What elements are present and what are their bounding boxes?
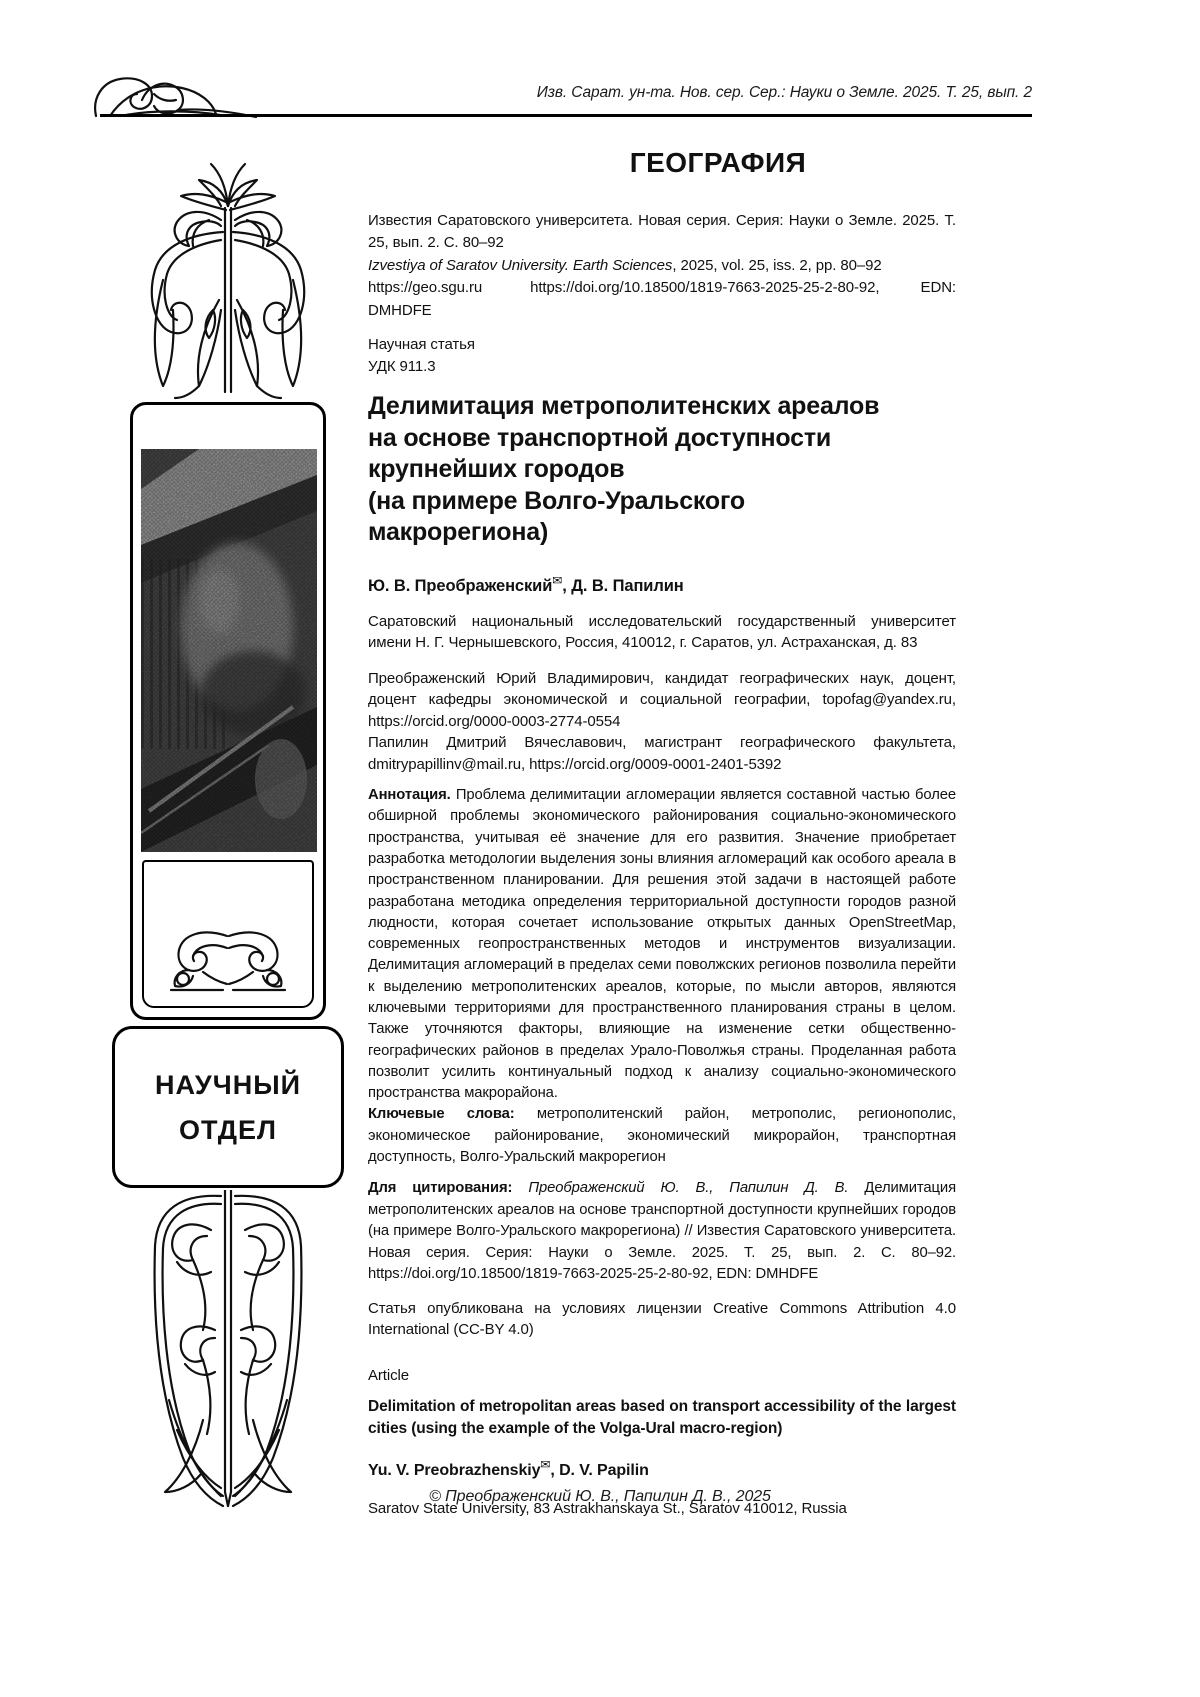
keywords-label: Ключевые слова: (368, 1106, 515, 1123)
section-label-line2: ОТДЕЛ (178, 1114, 277, 1145)
author-bio-1: Преображенский Юрий Владимирович, кандидат географических наук, доцент, доцент кафедры экономической и социальной географии, topofag@yandex.ru, https://orcid.org/0000-0003-2774-0554 (368, 669, 956, 730)
header-rule (100, 114, 1032, 117)
author-bios (368, 668, 956, 776)
copyright-line: © Преображенский Ю. В., Папилин Д. В., 2025 (429, 1488, 771, 1505)
section-title: ГЕОГРАФИЯ (629, 147, 807, 178)
envelope-icon: ✉ (552, 573, 563, 588)
article-type-block (368, 334, 956, 377)
abstract (368, 785, 956, 1104)
ornament-plate (142, 860, 314, 1008)
running-head: Изв. Сарат. ун-та. Нов. сер. Сер.: Науки о Земле. 2025. Т. 25, вып. 2 (536, 84, 1032, 101)
keywords-text: метрополитенский район, метрополис, регионополис, экономическое районирование, экономический микрорайон, транспортная доступность, Волго-Уральский макрорегион (368, 1106, 956, 1166)
for-citation (368, 1178, 956, 1286)
citation-ru: Известия Саратовского университета. Новая серия. Серия: Науки о Земле. 2025. Т. 25, вып. 2. С. 80–92 (368, 212, 956, 252)
divider-ornament (162, 926, 294, 996)
article-title-en: Delimitation of metropolitan areas based on transport accessibility of the largest cities (using the example of the Volga-Ural macro-region) (368, 1398, 956, 1438)
for-citation-text: Делимитация метрополитенских ареалов на основе транспортной доступности крупнейших городов (на примере Волго-Уральского макрорегиона) // Известия Саратовского университета. Новая серия. Серия: Науки о Земле. 2025. Т. 25, вып. 2. С. 80–92. https://doi.org/10.18500/1819-7663-2025-25-2-80-92, EDN: DMHDFE (368, 1180, 956, 1283)
udc-number: УДК 911.3 (368, 357, 436, 375)
citation-en (368, 255, 956, 277)
sidebar (112, 160, 344, 1516)
authors-ru (368, 575, 956, 597)
section-label-line1: НАУЧНЫЙ (154, 1069, 302, 1100)
links-line (368, 277, 956, 322)
article-title-ru: Делимитация метрополитенских ареалов на основе транспортной доступности крупнейших городов (на примере Волго-Уральского макрорегиона) (368, 392, 880, 547)
citation-en-rest: , 2025, vol. 25, iss. 2, pp. 80–92 (672, 256, 882, 274)
author-en-1: Yu. V. Preobrazhenskiy (368, 1462, 541, 1480)
floral-ornament-bottom (132, 1190, 324, 1516)
doi-line: https://doi.org/10.18500/1819-7663-2025-25-2-80-92, EDN: DMHDFE (368, 279, 956, 319)
author-bio-2: Папилин Дмитрий Вячеславович, магистрант географического факультета, dmitrypapillinv@mail.ru, https://orcid.org/0009-0001-2401-5392 (368, 734, 956, 773)
site-url: https://geo.sgu.ru (368, 279, 483, 297)
floral-ornament-top (132, 160, 324, 400)
for-citation-label: Для цитирования: (368, 1180, 513, 1197)
abstract-text: Проблема делимитации агломерации является составной частью более обширной проблемы экономического районирования социально-экономического пространства, учитывая её значение для его развития. Значение приобретает разработка методологии выделения зоны влияния агломераций как особого ареала в пространственном планировании. Для решения этой задачи в настоящей работе разработана методика определения территориальной доступности городов разной людности, которая сочетает использование открытых данных OpenStreetMap, современных геопространственных методов и инструментов визуализации. Делимитация агломераций в пределах семи поволжских регионов позволила перейти к выделению метрополитенских ареалов, которые, по мысли авторов, являются ключевыми территориями для пространственного планирования страны в целом. Также уточняются факторы, влияющие на изменение сетки общественно-географических районов в пределах Урало-Поволжья страны. Проделанная работа позволит усилить континуальный подход к анализу социально-экономического пространства макрорайона. (368, 787, 956, 1102)
author-ru-1: Ю. В. Преображенский (368, 576, 553, 595)
photo-plate (130, 402, 326, 1020)
author-ru-2: , Д. В. Папилин (562, 576, 684, 595)
journal-citation-block (368, 210, 956, 322)
affiliation-en: Saratov State University, 83 Astrakhanskaya St., Saratov 410012, Russia (368, 1500, 847, 1518)
article-type-ru: Научная статья (368, 336, 475, 354)
envelope-icon: ✉ (540, 1458, 551, 1473)
abstract-label: Аннотация. (368, 787, 451, 804)
license-note: Статья опубликована на условиях лицензии Creative Commons Attribution 4.0 International (CC-BY 4.0) (368, 1299, 956, 1339)
section-label-box (112, 1026, 344, 1188)
author-en-2: , D. V. Papilin (550, 1462, 649, 1480)
keywords (368, 1104, 956, 1168)
authors-en (368, 1460, 956, 1482)
affiliation-ru: Саратовский национальный исследовательский государственный университет имени Н. Г. Чернышевского, Россия, 410012, г. Саратов, ул. Астраханская, д. 83 (368, 612, 956, 652)
citation-en-journal: Izvestiya of Saratov University. Earth Sciences (368, 256, 673, 274)
article-type-en: Article (368, 1366, 409, 1384)
sidebar-photo (141, 449, 317, 852)
for-citation-authors: Преображенский Ю. В., Папилин Д. В. (512, 1180, 849, 1197)
article-main (368, 142, 956, 1520)
